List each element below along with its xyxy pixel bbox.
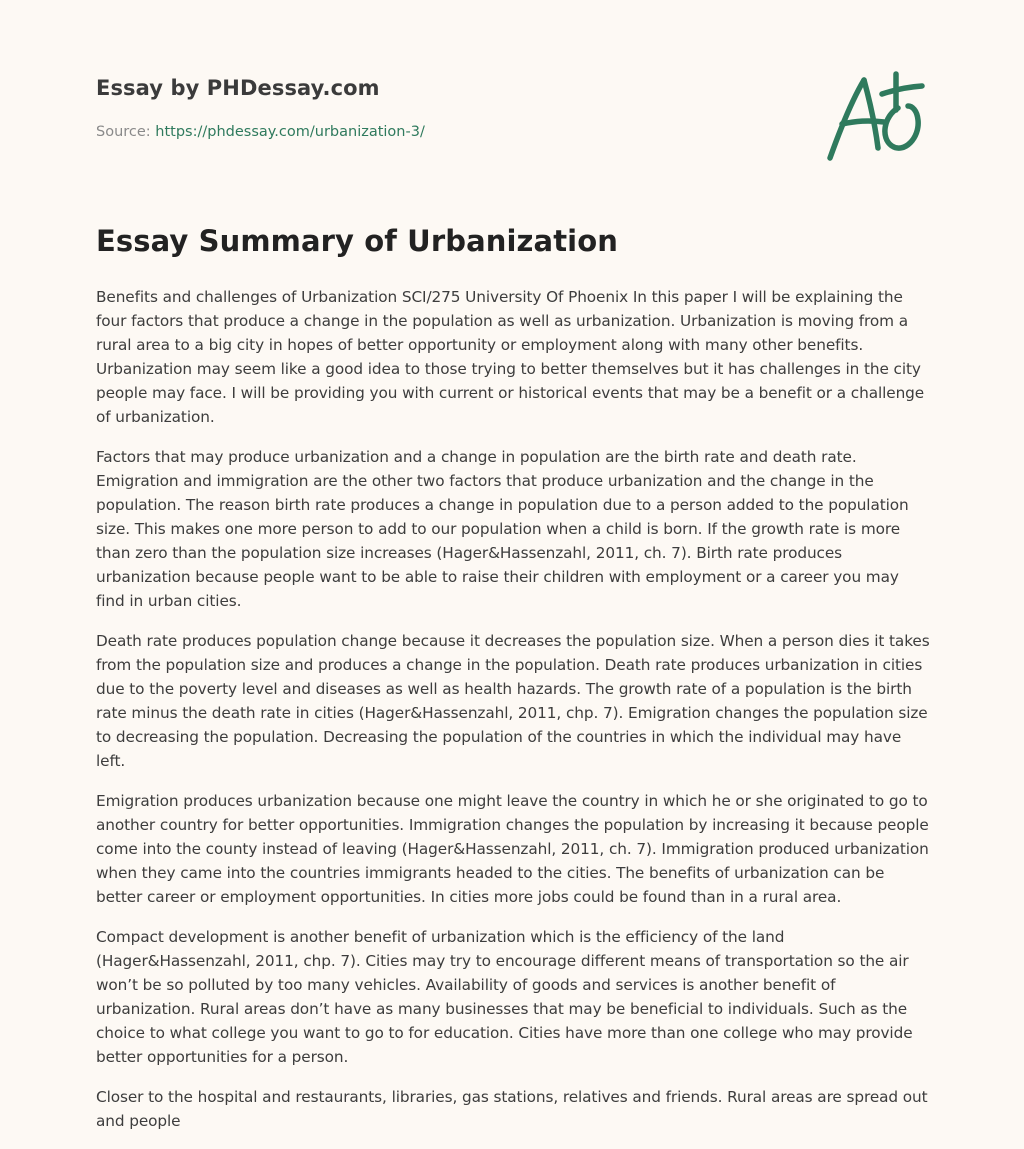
source-label: Source: <box>96 124 156 140</box>
paragraph: Benefits and challenges of Urbanization SCI/275 University Of Phoenix In this paper I will be explaining the four factors that produce a change in the population as well as urbanization. Urbanization is moving from a rural area to a big city in hopes of better opportunity or employment along with many other benefits. Urbanization may seem like a good idea to those trying to better themselves but it has challenges in the city people may face. I will be providing you with current or historical events that may be a benefit or a challenge of urbanization. <box>96 288 925 426</box>
a-plus-logo-icon <box>818 64 930 168</box>
site-brand: Essay by PHDessay.com <box>96 76 380 100</box>
paragraph: Emigration produces urbanization because one might leave the country in which he or she originated to go to another country for better opportunities. Immigration changes the population by increasing it because people come into the county instead of leaving (Hager&Hassenzahl, 2011, ch. 7). Immigration produced urbanization when they came into the countries immigrants headed to the cities. The benefits of urbanization can be better career or employment opportunities. In cities more jobs could be found than in a rural area. <box>96 792 929 906</box>
paragraph: Compact development is another benefit of urbanization which is the efficiency of the land (Hager&Hassenzahl, 2011, chp. 7). Cities may try to encourage different means of transportation so the air won’t be so polluted by too many vehicles. Availability of goods and services is another benefit of urbanization. Rural areas don’t have as many businesses that may be beneficial to individuals. Such as the choice to what college you want to go to for education. Cities have more than one college who may provide better opportunities for a person. <box>96 928 913 1066</box>
page-title: Essay Summary of Urbanization <box>96 224 618 258</box>
source-link[interactable]: https://phdessay.com/urbanization-3/ <box>155 124 425 140</box>
paragraph: Death rate produces population change because it decreases the population size. When a person dies it takes from the population size and produces a change in the population. Death rate produces urbanization in cities due to the poverty level and diseases as well as health hazards. The growth rate of a population is the birth rate minus the death rate in cities (Hager&Hassenzahl, 2011, chp. 7). Emigration changes the population size to decreasing the population. Decreasing the population of the countries in which the individual may have left. <box>96 632 930 770</box>
source-line <box>96 124 425 140</box>
essay-body <box>96 285 932 1149</box>
paragraph: Closer to the hospital and restaurants, libraries, gas stations, relatives and friends. Rural areas are spread out and people <box>96 1088 928 1130</box>
paragraph: Factors that may produce urbanization and a change in population are the birth rate and death rate. Emigration and immigration are the other two factors that produce urbanization and the change in the population. The reason birth rate produces a change in population due to a person added to the population size. This makes one more person to add to our population when a child is born. If the growth rate is more than zero than the population size increases (Hager&Hassenzahl, 2011, ch. 7). Birth rate produces urbanization because people want to be able to raise their children with employment or a career you may find in urban cities. <box>96 448 909 610</box>
